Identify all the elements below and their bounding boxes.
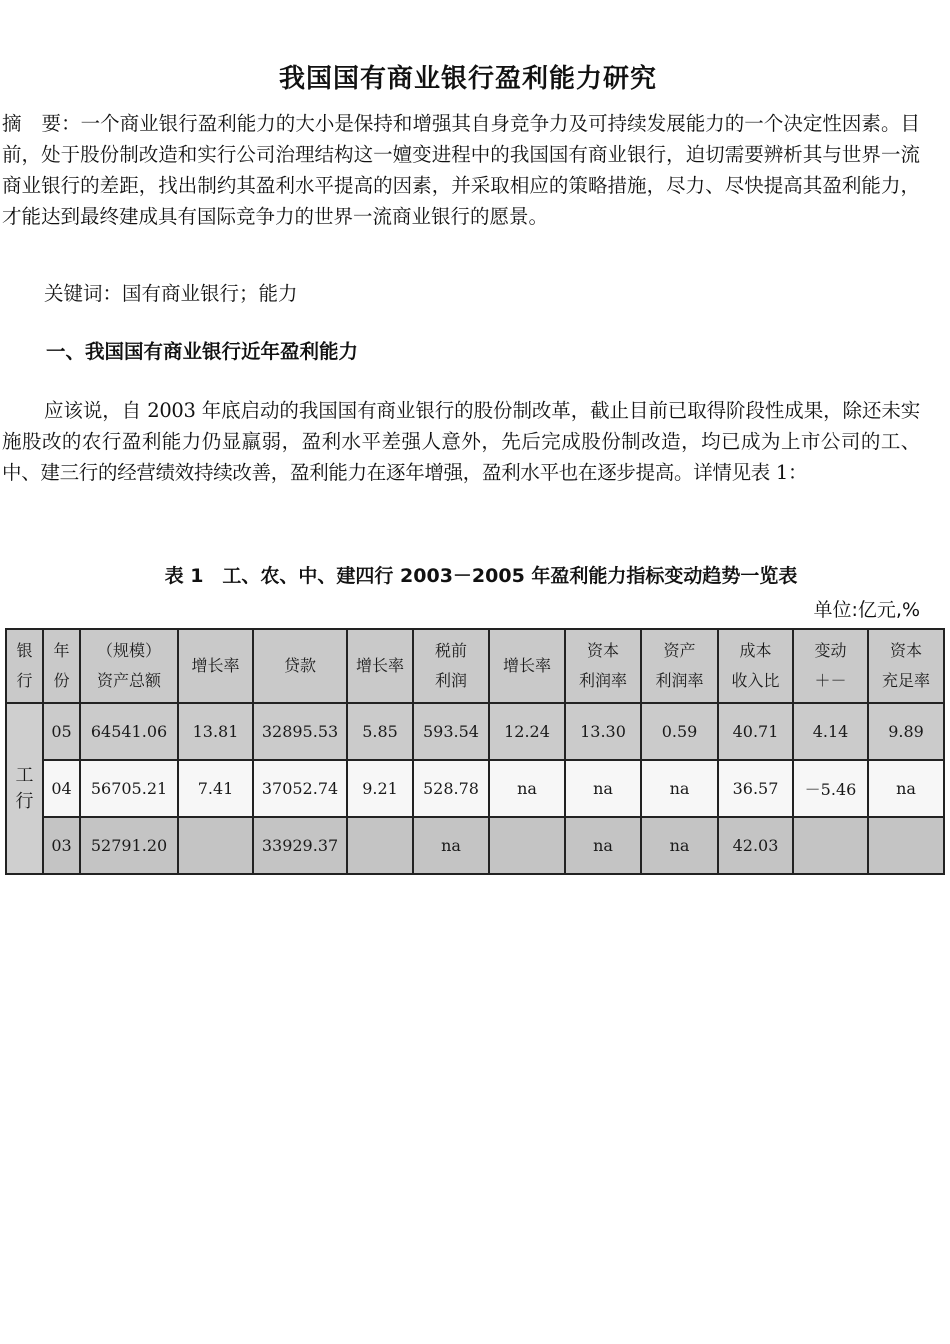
table-cell: 40.71	[718, 703, 793, 760]
abstract-label: 摘	[2, 112, 22, 135]
profitability-table	[5, 628, 945, 875]
table-cell: 42.03	[718, 817, 793, 874]
table-cell: 64541.06	[80, 703, 178, 760]
table-cell: 13.81	[178, 703, 253, 760]
bank-cell: 工 行	[6, 703, 43, 874]
table-cell: 528.78	[413, 760, 489, 817]
table-cell: 5.85	[347, 703, 413, 760]
table-cell	[793, 817, 868, 874]
table-cell: 33929.37	[253, 817, 347, 874]
table-cell: na	[868, 760, 944, 817]
header-cell: 贷款	[253, 629, 347, 703]
table-cell: 52791.20	[80, 817, 178, 874]
table-unit: 单位:亿元,%	[813, 599, 920, 621]
abstract-paragraph	[2, 108, 920, 232]
table-cell	[178, 817, 253, 874]
table-cell: 7.41	[178, 760, 253, 817]
table-caption: 表 1 工、农、中、建四行 2003－2005 年盈利能力指标变动趋势一览表	[164, 565, 798, 587]
table-cell: 12.24	[489, 703, 565, 760]
table-cell: 9.21	[347, 760, 413, 817]
table-cell: 04	[43, 760, 80, 817]
table-cell: 32895.53	[253, 703, 347, 760]
table-cell: na	[565, 817, 641, 874]
table-cell: 36.57	[718, 760, 793, 817]
header-cell: （规模） 资产总额	[80, 629, 178, 703]
keywords-line: 关键词：国有商业银行；能力	[44, 282, 298, 305]
table-cell: 37052.74	[253, 760, 347, 817]
header-cell: 资产 利润率	[641, 629, 718, 703]
table-cell: 593.54	[413, 703, 489, 760]
header-cell: 资本 充足率	[868, 629, 944, 703]
header-cell: 增长率	[489, 629, 565, 703]
abstract-label-2: 要：	[41, 112, 81, 135]
table-cell: 0.59	[641, 703, 718, 760]
header-cell: 银 行	[6, 629, 43, 703]
table-row	[6, 760, 944, 817]
table-cell: na	[413, 817, 489, 874]
header-cell: 变动 ＋－	[793, 629, 868, 703]
header-cell: 成本 收入比	[718, 629, 793, 703]
table-cell: na	[641, 817, 718, 874]
table-cell: 13.30	[565, 703, 641, 760]
header-cell: 增长率	[347, 629, 413, 703]
table-header-row	[6, 629, 944, 703]
table-row	[6, 703, 944, 760]
table-cell: 05	[43, 703, 80, 760]
table-row	[6, 817, 944, 874]
table-cell	[489, 817, 565, 874]
table-cell: －5.46	[793, 760, 868, 817]
header-cell: 增长率	[178, 629, 253, 703]
section-heading: 一、我国国有商业银行近年盈利能力	[46, 340, 359, 363]
table-cell: na	[565, 760, 641, 817]
table-cell	[868, 817, 944, 874]
table-cell: 03	[43, 817, 80, 874]
table-cell: na	[489, 760, 565, 817]
table-cell: 9.89	[868, 703, 944, 760]
header-cell: 年 份	[43, 629, 80, 703]
table-cell: na	[641, 760, 718, 817]
document-title: 我国国有商业银行盈利能力研究	[278, 64, 657, 94]
header-cell: 税前 利润	[413, 629, 489, 703]
header-cell: 资本 利润率	[565, 629, 641, 703]
table-cell: 56705.21	[80, 760, 178, 817]
abstract-text: 一个商业银行盈利能力的大小是保持和增强其自身竞争力及可持续发展能力的一个决定性因素。目前，处于股份制改造和实行公司治理结构这一嬗变进程中的我国国有商业银行，迫切需要辨析其与世界一流商业银行的差距，找出制约其盈利水平提高的因素，并采取相应的策略措施，尽力、尽快提高其盈利能力，才能达到最终建成具有国际竞争力的世界一流商业银行的愿景。	[2, 112, 920, 228]
table-cell: 4.14	[793, 703, 868, 760]
table-cell	[347, 817, 413, 874]
section-paragraph: 应该说，自 2003 年底启动的我国国有商业银行的股份制改革，截止目前已取得阶段性成果，除还未实施股改的农行盈利能力仍显羸弱，盈利水平差强人意外，先后完成股份制改造，均已成为上市公司的工、中、建三行的经营绩效持续改善，盈利能力在逐年增强，盈利水平也在逐步提高。详情见表 1：	[2, 399, 920, 484]
